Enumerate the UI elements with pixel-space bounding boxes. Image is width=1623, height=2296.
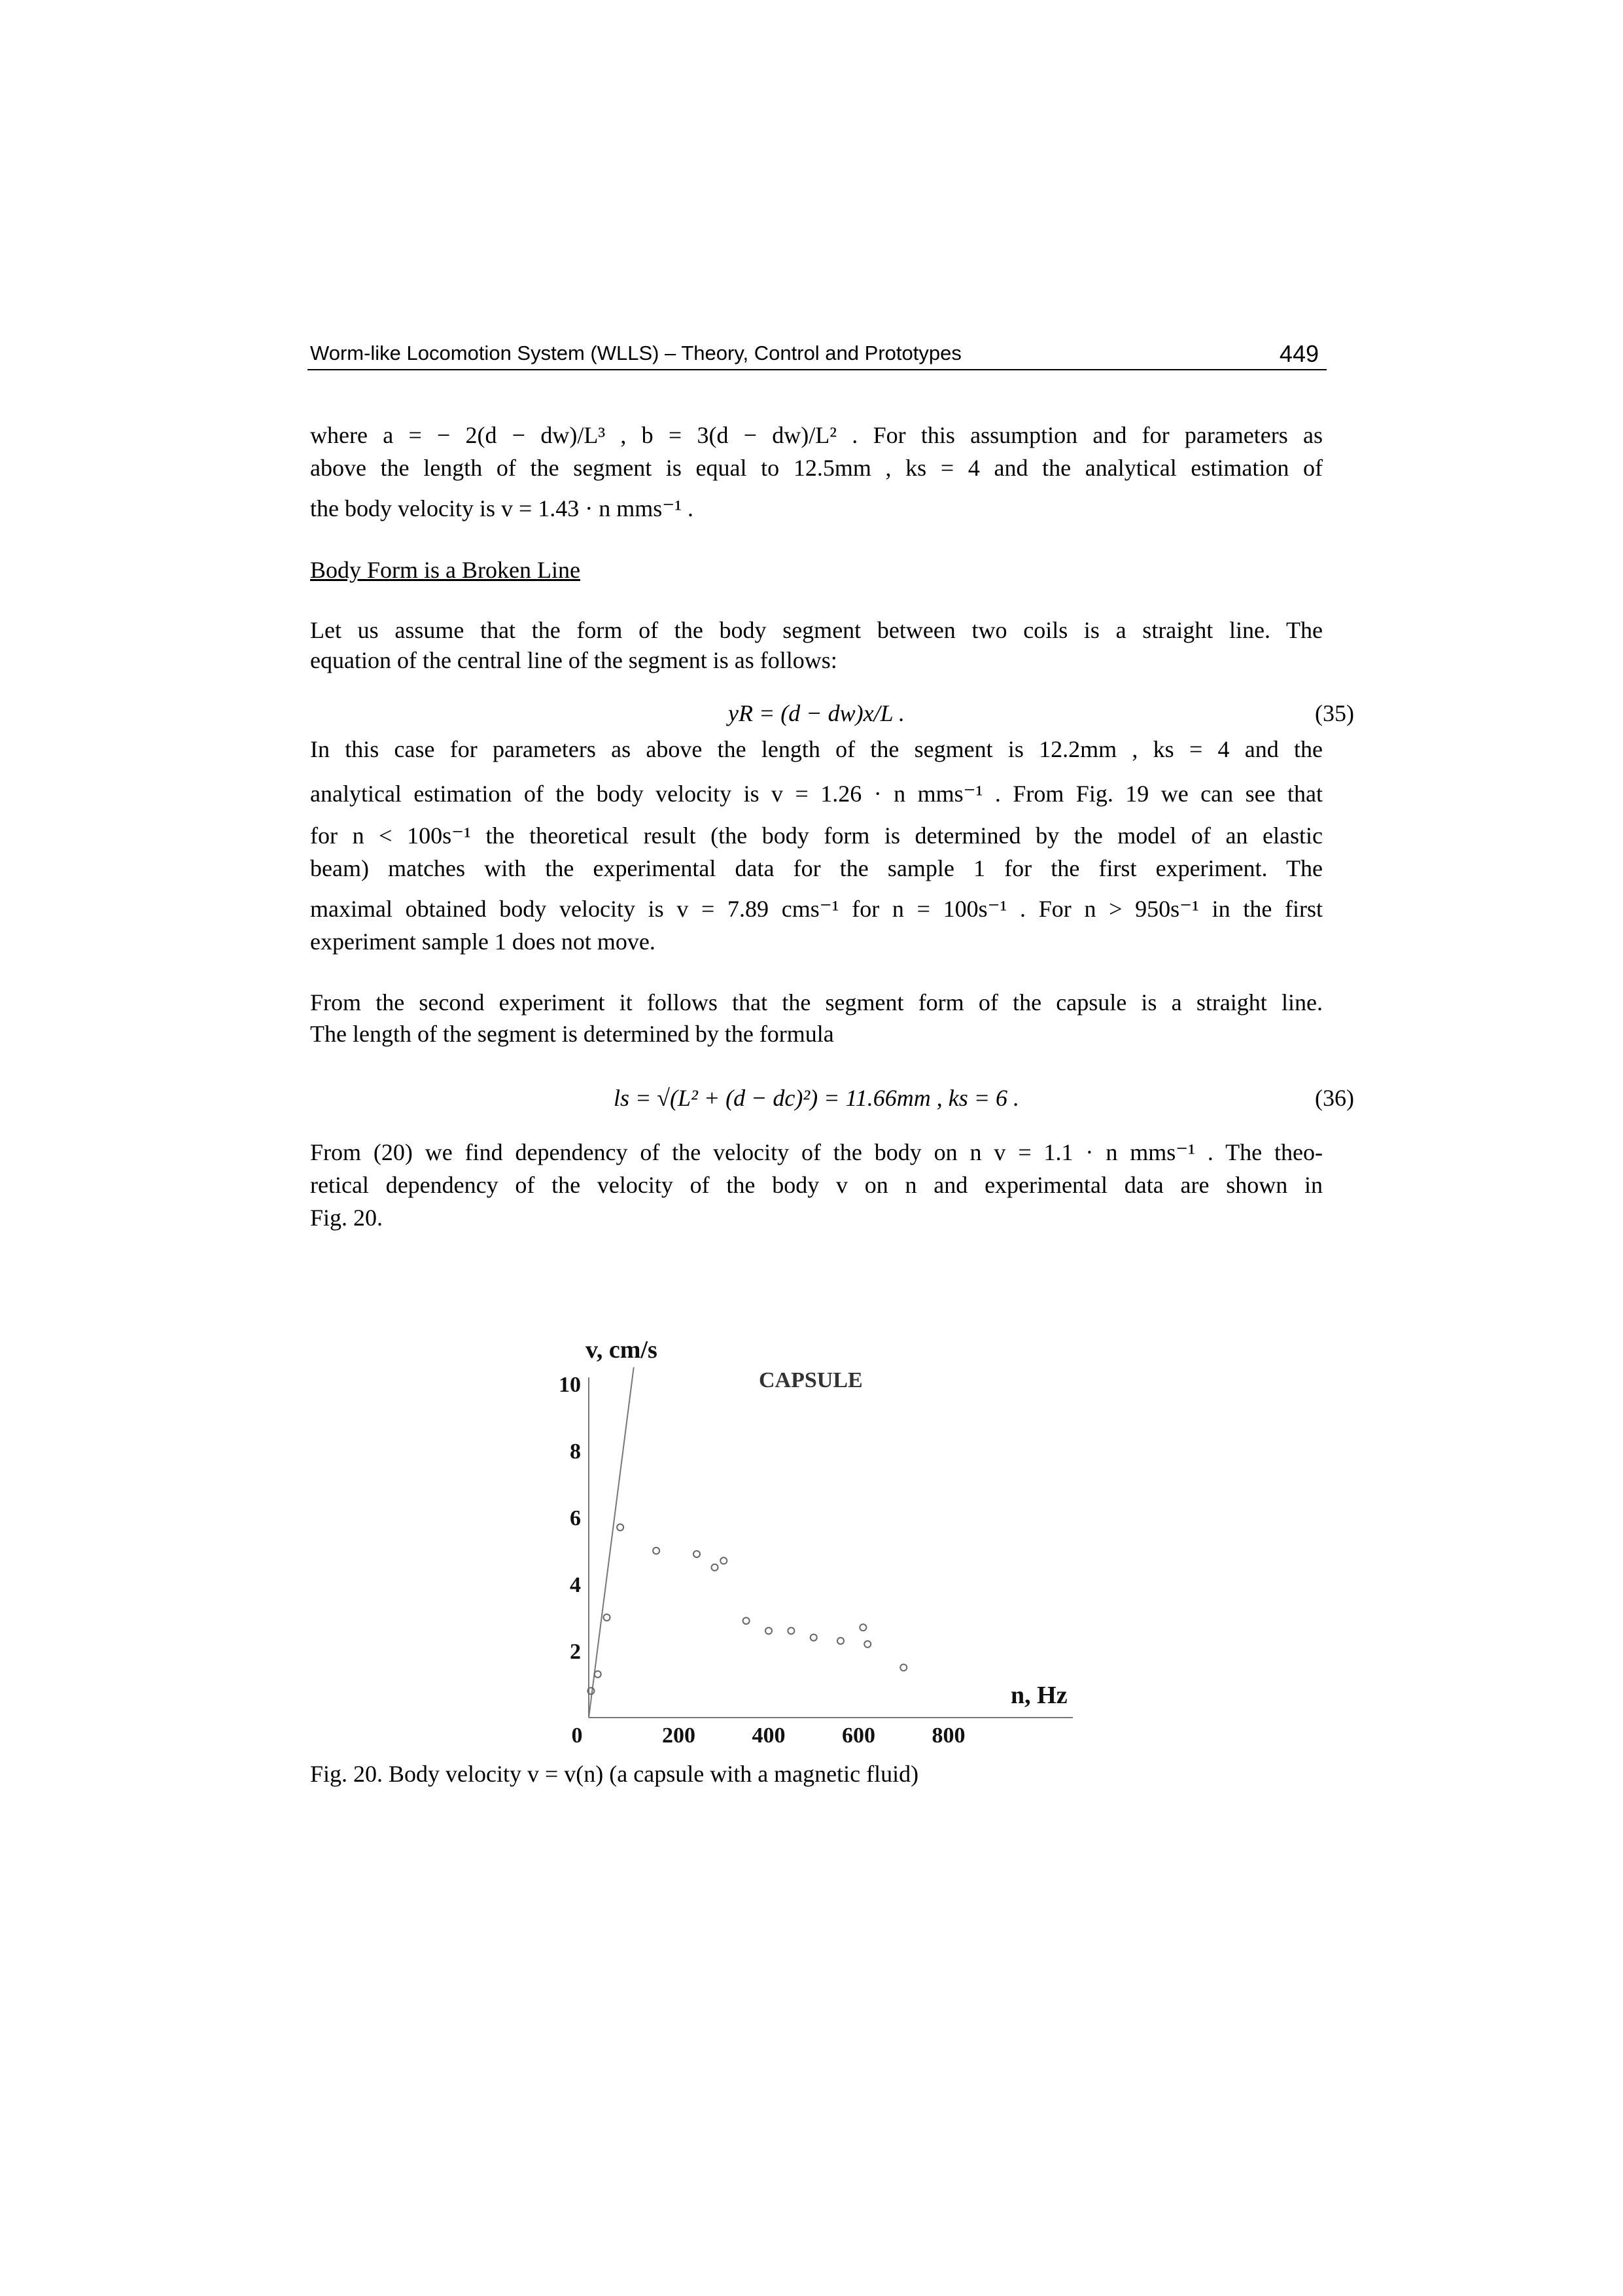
x-tick-label: 600 <box>842 1723 875 1748</box>
paragraph-5-line-3: Fig. 20. <box>310 1205 383 1231</box>
figure-20 <box>523 1332 1086 1757</box>
paragraph-3-line-4: beam) matches with the experimental data for the sample 1 for the first experiment. The <box>310 855 1323 881</box>
x-tick-label: 400 <box>752 1723 786 1748</box>
equation-35-expression: yR = (d − dw)x/L . <box>728 700 905 726</box>
y-tick-label: 8 <box>570 1439 581 1464</box>
paragraph-2-line-1: Let us assume that the form of the body segment between two coils is a straight line. The <box>310 617 1323 643</box>
paragraph-2 <box>310 615 1323 675</box>
paragraph-1-line-3: the body velocity is v = 1.43 · n mms⁻¹ . <box>310 495 694 521</box>
y-tick-label: 10 <box>559 1373 581 1397</box>
y-axis-label: v, cm/s <box>585 1336 657 1364</box>
y-tick-label: 6 <box>570 1506 581 1530</box>
paragraph-4-line-2: The length of the segment is determined by the formula <box>310 1021 834 1047</box>
x-axis-label: n, Hz <box>1011 1682 1068 1709</box>
paragraph-2-line-2: equation of the central line of the segment is as follows: <box>310 647 837 673</box>
y-tick-label: 2 <box>570 1640 581 1664</box>
velocity-chart <box>523 1332 1086 1757</box>
x-tick-label: 800 <box>932 1723 966 1748</box>
chart-title: CAPSULE <box>759 1368 863 1392</box>
y-tick-label: 4 <box>570 1573 581 1597</box>
x-tick-label: 0 <box>571 1723 583 1748</box>
paragraph-3-line-3: for n < 100s⁻¹ the theoretical result (the body form is determined by the model of an elastic <box>310 822 1323 849</box>
paragraph-1 <box>310 419 1323 525</box>
paragraph-1-line-1: where a = − 2(d − dw)/L³ , b = 3(d − dw)/L² . For this assumption and for parameters as <box>310 422 1323 448</box>
paragraph-5-line-1: From (20) we find dependency of the velocity of the body on n v = 1.1 · n mms⁻¹ . The theo- <box>310 1139 1323 1165</box>
paragraph-3-line-6: experiment sample 1 does not move. <box>310 928 655 955</box>
equation-36 <box>310 1078 1354 1118</box>
page-number: 449 <box>1279 340 1319 367</box>
header-title: Worm-like Locomotion System (WLLS) – Theory, Control and Prototypes <box>310 342 962 364</box>
paragraph-3-line-2: analytical estimation of the body velocity is v = 1.26 · n mms⁻¹ . From Fig. 19 we can see that <box>310 781 1323 807</box>
running-header <box>307 338 1327 370</box>
section-heading: Body Form is a Broken Line <box>310 557 580 583</box>
paragraph-3-line-1: In this case for parameters as above the length of the segment is 12.2mm , ks = 4 and the <box>310 736 1323 762</box>
paragraph-5-line-2: retical dependency of the velocity of the body v on n and experimental data are shown in <box>310 1172 1323 1198</box>
paragraph-3-line-5: maximal obtained body velocity is v = 7.89 cms⁻¹ for n = 100s⁻¹ . For n > 950s⁻¹ in the first <box>310 896 1323 922</box>
figure-caption: Fig. 20. Body velocity v = v(n) (a capsule with a magnetic fluid) <box>310 1761 919 1787</box>
x-tick-label: 200 <box>662 1723 695 1748</box>
body-text <box>310 419 1354 1234</box>
paragraph-4 <box>310 987 1323 1050</box>
equation-36-expression: ls = √(L² + (d − dc)²) = 11.66mm , ks = 6 . <box>613 1085 1020 1111</box>
paragraph-3 <box>310 733 1323 958</box>
paragraph-5 <box>310 1136 1323 1234</box>
equation-35-number: (35) <box>1315 700 1354 726</box>
paragraph-4-line-1: From the second experiment it follows that the segment form of the capsule is a straight line. <box>310 989 1323 1016</box>
equation-35 <box>310 694 1354 733</box>
paragraph-1-line-2: above the length of the segment is equal to 12.5mm , ks = 4 and the analytical estimation of <box>310 455 1323 481</box>
equation-36-number: (36) <box>1315 1085 1354 1111</box>
